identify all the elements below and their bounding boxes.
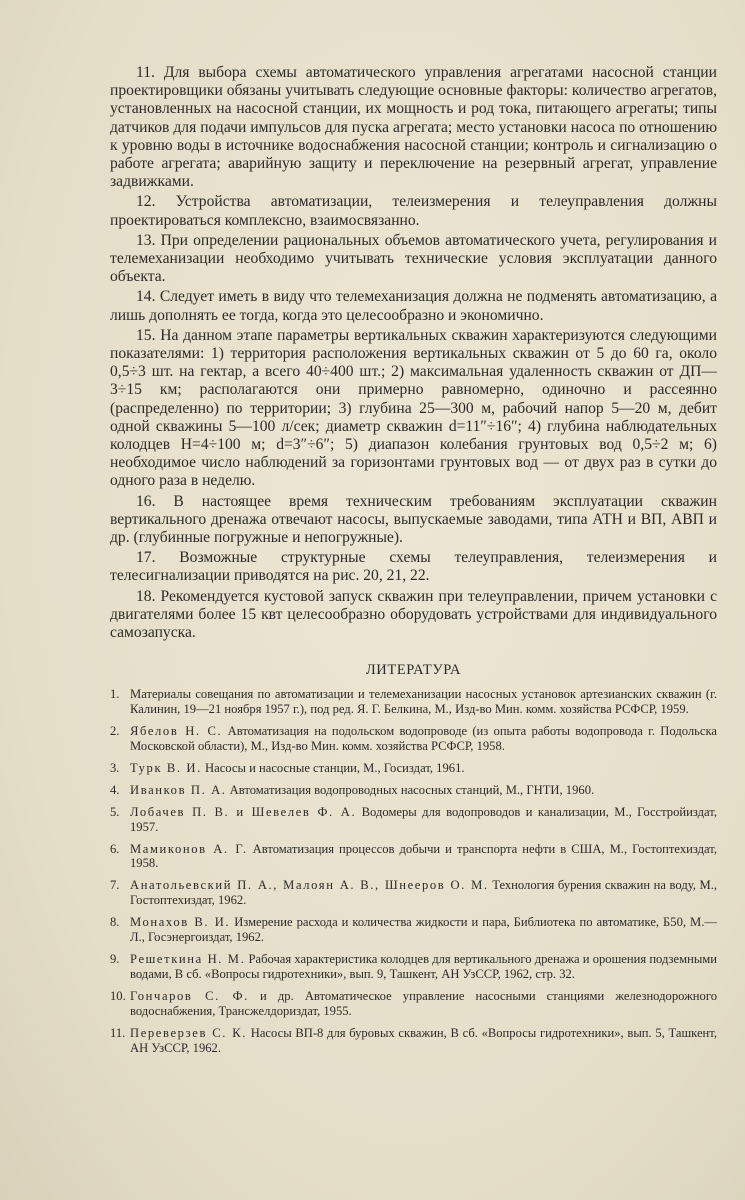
reference-text: Насосы ВП-8 для буровых скважин, В сб. «Вопросы гидротехники», вып. 5, Ташкент, АН УзССР, 1962. xyxy=(130,1025,717,1055)
reference-number: 8. xyxy=(110,915,120,930)
reference-number: 6. xyxy=(110,841,120,856)
paragraph-13: 13. При определении рациональных объемов автоматического учета, регулирования и телемеханизации необходимо учитывать технические условия эксплуатации данного объекта. xyxy=(110,231,717,286)
reference-item xyxy=(110,1026,717,1056)
reference-item xyxy=(110,989,717,1019)
paragraph-12: 12. Устройства автоматизации, телеизмерения и телеуправления должны проектироваться комплексно, взаимосвязанно. xyxy=(110,193,717,229)
reference-author: Лобачев П. В. и Шевелев Ф. А. xyxy=(130,804,357,819)
paragraph-14: 14. Следует иметь в виду что телемеханизация должна не подменять автоматизацию, а лишь дополнять ее тогда, когда это целесообразно и экономично. xyxy=(110,288,717,324)
reference-text: Технология бурения скважин на воду, М., Гостоптехиздат, 1962. xyxy=(130,878,717,908)
reference-text: Насосы и насосные станции, М., Госиздат, 1961. xyxy=(205,760,465,775)
reference-author: Переверзев С. К. xyxy=(130,1025,248,1040)
reference-author: Мамиконов А. Г. xyxy=(130,841,248,856)
reference-body xyxy=(130,878,717,908)
reference-item xyxy=(110,952,717,982)
reference-item xyxy=(110,783,717,798)
reference-text: Рабочая характеристика колодцев для вертикального дренажа и орошения подземными водами, В сб. «Вопросы гидротехники», вып. 9, Ташкент, АН УзССР, 1962, стр. 32. xyxy=(130,951,717,981)
reference-author: Гончаров С. Ф. xyxy=(130,988,249,1003)
paragraph-16: 16. В настоящее время техническим требованиям эксплуатации скважин вертикального дренажа отвечают насосы, выпускаемые заводами, типа АТН и ВП, АВП и др. (глубинные погружные и непогружные). xyxy=(110,492,717,547)
reference-number: 9. xyxy=(110,951,120,966)
paragraph-15: 15. На данном этапе параметры вертикальных скважин характеризуются следующими показателями: 1) территория расположения вертикальных скважин от 5 до 60 га, около 0,5÷3 шт. на гектар, а всего 40÷400 шт.; 2) максимальная удаленность скважин от ДП—3÷15 км; располагаются они примерно равномерно, одиночно и рассеянно (распределенно) по территории; 3) глубина 25—300 м, рабочий напор 5—20 м, дебит одной скважины 5—100 л/сек; диаметр скважин d=11″÷16″; 4) глубина наблюдательных колодцев H=4÷100 м; d=3″÷6″; 5) диапазон колебания грунтовых вод 0,5÷2 м; 6) необходимое число наблюдений за горизонтами грунтовых вод — от двух раз в сутки до одного раза в неделю. xyxy=(110,326,717,490)
reference-number: 4. xyxy=(110,782,120,797)
reference-item xyxy=(110,842,717,872)
reference-item xyxy=(110,724,717,754)
reference-body xyxy=(130,724,717,754)
reference-number: 3. xyxy=(110,760,120,775)
reference-author: Решеткина Н. М. xyxy=(130,951,246,966)
reference-number: 11. xyxy=(110,1025,126,1040)
reference-item xyxy=(110,687,717,717)
reference-author: Монахов В. И. xyxy=(130,915,231,930)
body-text xyxy=(110,64,717,642)
reference-item xyxy=(110,805,717,835)
reference-text: Водомеры для водопроводов и канализации, М., Госстройиздат, 1957. xyxy=(130,804,717,834)
reference-body xyxy=(130,761,717,776)
reference-text: Автоматизация водопроводных насосных станций, М., ГНТИ, 1960. xyxy=(229,782,595,797)
paragraph-18: 18. Рекомендуется кустовой запуск скважин при телеуправлении, причем установки с двигателями более 15 квт целесообразно оборудовать устройствами для индивидуального самозапуска. xyxy=(110,587,717,642)
reference-number: 7. xyxy=(110,878,120,893)
references-list xyxy=(110,687,717,1055)
reference-text: Измерение расхода и количества жидкости и пара, Библиотека по автоматике, Б50, М.— Л., Госэнергоиздат, 1962. xyxy=(130,915,717,945)
reference-number: 2. xyxy=(110,724,120,739)
reference-body xyxy=(130,1026,717,1056)
reference-item xyxy=(110,878,717,908)
reference-body xyxy=(130,842,717,872)
reference-number: 1. xyxy=(110,687,120,702)
reference-author: Иванков П. А. xyxy=(130,782,227,797)
reference-text: Автоматизация на подольском водопроводе (из опыта работы водопровода г. Подольска Московской области), М., Изд-во Мин. комм. хозяйства РСФСР, 1958. xyxy=(130,724,717,754)
reference-author: Турк В. И. xyxy=(130,760,202,775)
reference-text: Материалы совещания по автоматизации и телемеханизации насосных установок артезианских скважин (г. Калинин, 19—21 ноября 1957 г.), под ред. Я. Г. Белкина, М., Изд-во Мин. комм. хозяйства РСФСР, 1959. xyxy=(130,687,717,717)
reference-body xyxy=(130,989,717,1019)
reference-number: 10. xyxy=(110,988,126,1003)
paragraph-11: 11. Для выбора схемы автоматического управления агрегатами насосной станции проектировщики обязаны учитывать следующие основные факторы: количество агрегатов, установленных на насосной станции, их мощность и род тока, питающего агрегаты; типы датчиков для подачи импульсов для пуска агрегата; место установки насоса по отношению к уровню воды в источнике водоснабжения насосной станции; контроль и сигнализацию о работе агрегата; аварийную защиту и переключение на резервный агрегат, управление задвижками. xyxy=(110,64,717,191)
reference-author: Ябелов Н. С. xyxy=(130,724,223,739)
reference-item xyxy=(110,915,717,945)
reference-body xyxy=(130,805,717,835)
reference-item xyxy=(110,761,717,776)
paragraph-17: 17. Возможные структурные схемы телеуправления, телеизмерения и телесигнализации приводятся на рис. 20, 21, 22. xyxy=(110,549,717,585)
reference-text: Автоматизация процессов добычи и транспорта нефти в США, М., Гостоптехиздат, 1958. xyxy=(130,841,717,871)
reference-author: Анатольевский П. А., Малоян А. В., Шнееров О. М. xyxy=(130,878,489,893)
reference-body xyxy=(130,952,717,982)
reference-body xyxy=(130,783,717,798)
reference-body xyxy=(130,915,717,945)
reference-text: и др. Автоматическое управление насосными станциями железнодорожного водоснабжения, Трансжелдориздат, 1955. xyxy=(130,988,717,1018)
references-heading: ЛИТЕРАТУРА xyxy=(365,662,462,679)
reference-body xyxy=(130,687,717,717)
reference-number: 5. xyxy=(110,804,120,819)
